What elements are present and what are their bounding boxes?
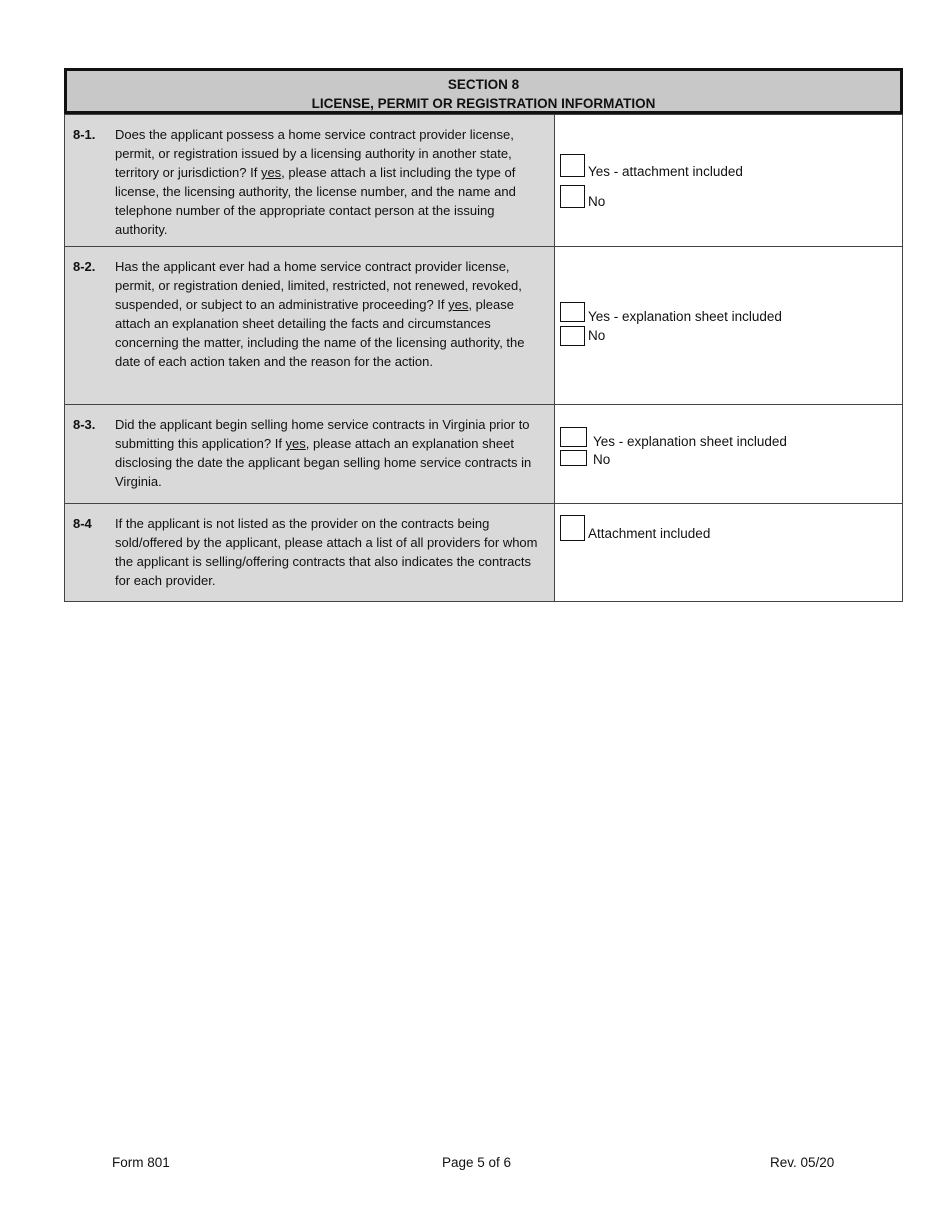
yes-label: Yes - explanation sheet included	[588, 309, 782, 324]
yes-label: Yes - explanation sheet included	[593, 434, 787, 449]
option-yes	[560, 427, 787, 451]
footer-rev: Rev. 05/20	[770, 1155, 835, 1170]
option-no	[560, 185, 605, 211]
option-no	[560, 450, 610, 469]
yes-label: Yes - attachment included	[588, 164, 743, 179]
option-yes	[560, 302, 782, 326]
no-checkbox[interactable]	[560, 185, 585, 208]
attachment-label: Attachment included	[588, 526, 711, 541]
question-row-8-3	[65, 404, 902, 503]
section-title: SECTION 8	[447, 77, 520, 92]
answer-cell	[555, 405, 902, 503]
yes-checkbox[interactable]	[560, 302, 585, 322]
question-cell	[65, 247, 555, 404]
answer-cell	[555, 247, 902, 404]
attachment-checkbox[interactable]	[560, 515, 585, 541]
question-row-8-1	[65, 114, 902, 246]
section-8-form	[64, 68, 903, 602]
question-text: If the applicant is not listed as the provider on the contracts being sold/offered by the applicant, please attach a list of all providers for whom the applicant is selling/offering contracts that also indicates the contracts for each provider.	[115, 516, 538, 588]
question-text: Did the applicant begin selling home service contracts in Virginia prior to submitting this application? If yes, please attach an explanation sheet disclosing the date the applicant began selling home service contracts in Virginia.	[115, 417, 532, 489]
question-number: 8-4	[73, 516, 92, 531]
question-cell	[65, 504, 555, 601]
footer-form: Form 801	[112, 1155, 170, 1170]
yes-checkbox[interactable]	[560, 427, 587, 447]
question-number: 8-3.	[73, 417, 96, 432]
no-checkbox[interactable]	[560, 450, 587, 466]
question-number: 8-1.	[73, 127, 96, 142]
question-row-8-4	[65, 503, 902, 601]
question-text: Does the applicant possess a home service contract provider license, permit, or registration issued by a licensing authority in another state, territory or jurisdiction? If yes, please attach a list including the type of license, the licensing authority, the license number, and the name and telephone number of the appropriate contact person at the issuing authority.	[115, 127, 516, 237]
no-label: No	[593, 452, 611, 467]
option-no	[560, 326, 605, 346]
question-text: Has the applicant ever had a home service contract provider license, permit, or registration denied, limited, restricted, not renewed, revoked, suspended, or subject to an administrative proceeding? If yes, please attach an explanation sheet detailing the facts and circumstances concerning the matter, including the name of the licensing authority, the date of each action taken and the reason for the action.	[115, 259, 525, 369]
section-header	[64, 68, 903, 114]
question-row-8-2	[65, 246, 902, 404]
question-number: 8-2.	[73, 259, 96, 274]
no-checkbox[interactable]	[560, 326, 585, 346]
footer-page: Page 5 of 6	[442, 1155, 512, 1170]
no-label: No	[588, 194, 606, 209]
option-attachment	[560, 515, 710, 543]
option-yes	[560, 154, 743, 181]
answer-cell	[555, 115, 902, 246]
answer-cell	[555, 504, 902, 601]
section-subtitle: LICENSE, PERMIT OR REGISTRATION INFORMATION	[311, 96, 656, 111]
question-cell	[65, 405, 555, 503]
question-cell	[65, 115, 555, 246]
yes-checkbox[interactable]	[560, 154, 585, 177]
no-label: No	[588, 328, 606, 343]
